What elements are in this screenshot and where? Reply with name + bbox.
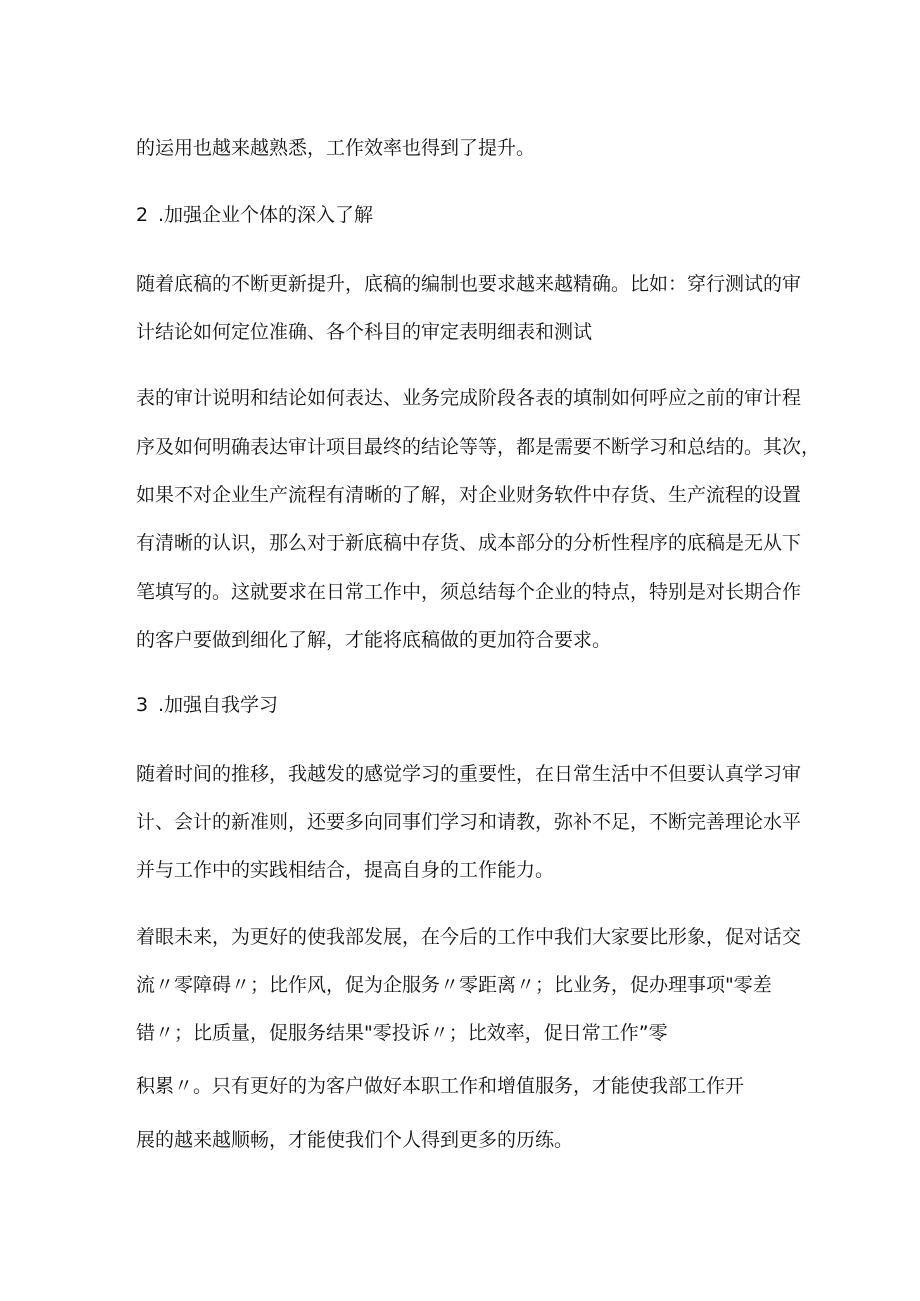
- paragraph-3-line-6: 的客户要做到细化了解，才能将底稿做的更加符合要求。: [136, 629, 612, 651]
- paragraph-3-line-4: 有清晰的认识，那么对于新底稿中存货、成本部分的分析性程序的底稿是无从下: [136, 532, 802, 554]
- paragraph-3-line-3: 如果不对企业生产流程有清晰的了解，对企业财务软件中存货、生产流程的设置: [136, 484, 802, 506]
- section-2-title: .加强企业个体的深入了解: [158, 204, 374, 226]
- paragraph-2-line-1: 随着底稿的不断更新提升，底稿的编制也要求越来越精确。比如：穿行测试的审: [136, 273, 802, 295]
- paragraph-3-line-1: 表的审计说明和结论如何表达、业务完成阶段各表的填制如何呼应之前的审计程: [136, 387, 802, 409]
- paragraph-6-line-1: 积累〃。只有更好的为客户做好本职工作和增值服务，才能使我部工作开: [136, 1075, 745, 1097]
- paragraph-5-line-1: 着眼未来，为更好的使我部发展，在今后的工作中我们大家要比形象，促对话交: [136, 926, 802, 948]
- paragraph-5-line-2: 流〃零障碍〃；比作风，促为企服务〃零距离〃；比业务，促办理事项"零差: [136, 974, 772, 996]
- paragraph-1-line-1: 的运用也越来越熟悉，工作效率也得到了提升。: [136, 137, 536, 159]
- paragraph-4-line-2: 计、会计的新准则，还要多向同事们学习和请教，弥补不足，不断完善理论水平: [136, 811, 802, 833]
- section-2-number: 2: [136, 204, 149, 226]
- section-3-number: 3: [136, 694, 149, 716]
- paragraph-4-line-1: 随着时间的推移，我越发的感觉学习的重要性，在日常生活中不但要认真学习审: [136, 763, 802, 785]
- paragraph-5-line-3: 错〃；比质量，促服务结果"零投诉〃；比效率，促日常工作”零: [136, 1022, 668, 1044]
- section-3-title: .加强自我学习: [158, 694, 279, 716]
- paragraph-2-line-2: 计结论如何定位准确、各个科目的审定表明细表和测试: [136, 321, 593, 343]
- paragraph-3-line-5: 笔填写的。这就要求在日常工作中，须总结每个企业的特点，特别是对长期合作: [136, 581, 802, 603]
- section-3-heading: [136, 693, 278, 717]
- paragraph-4-line-3: 并与工作中的实践相结合，提高自身的工作能力。: [136, 859, 555, 881]
- paragraph-7-line-1: 展的越来越顺畅，才能使我们个人得到更多的历练。: [136, 1129, 574, 1151]
- paragraph-3-line-2: 序及如何明确表达审计项目最终的结论等等，都是需要不断学习和总结的。其次，: [136, 436, 821, 458]
- section-2-heading: [136, 203, 373, 227]
